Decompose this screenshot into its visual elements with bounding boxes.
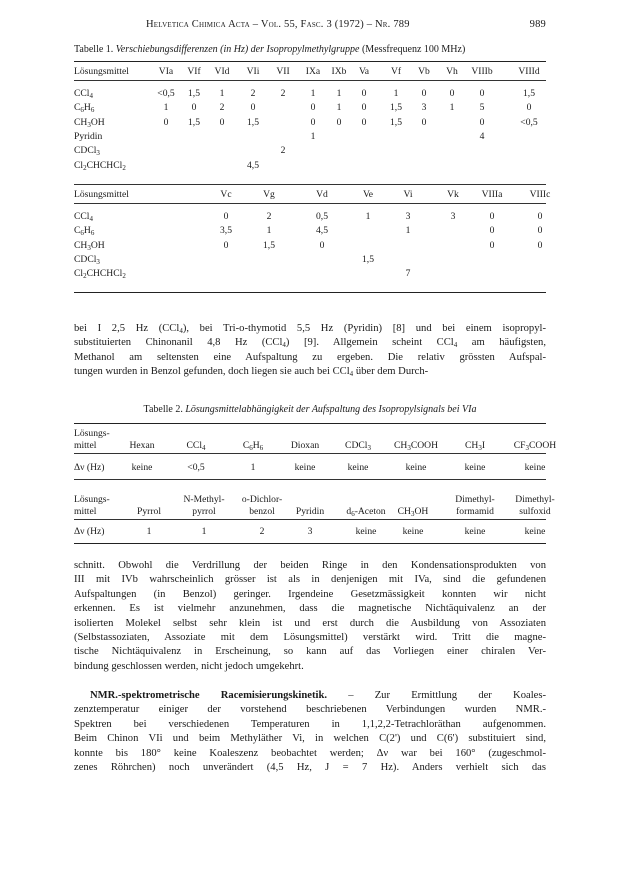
table1-cell: 2 [280, 88, 286, 99]
table1-col-header: Lösungsmittel [74, 66, 129, 77]
table1-col-header: Vf [390, 66, 402, 77]
table1-cell: 0 [310, 102, 316, 114]
table1-row-solvent: $CH_3OH$ [74, 116, 105, 129]
table2-col-header: $C_6H_6$ [242, 440, 264, 452]
table1-cell: 4 [479, 130, 485, 142]
table1-cell: 1,5 [390, 102, 402, 114]
table1-bottom-rule [74, 292, 546, 293]
table1-cell: 2 [266, 211, 272, 222]
table1-row-solvent: CDCl$_3$ [74, 145, 100, 158]
table1-row-solvent: $C_6H_6$ [74, 225, 95, 238]
table1-cell: 3 [405, 211, 411, 222]
table1-col-header: IXb [331, 66, 347, 77]
table2-col-header: $CH_3OH$ [397, 506, 429, 518]
table1-col-header: Vh [446, 66, 458, 77]
table1-col-header: VIi [246, 66, 260, 77]
table2-header-line1: Lösungs- [74, 494, 110, 505]
paragraph-2-line: bindung geschlossen werden, nicht jedoch umgekehrt. [74, 660, 304, 672]
table2-cell: 1 [201, 526, 207, 537]
table1-cell: 1 [336, 102, 342, 114]
table1-col-header: Vd [316, 189, 328, 200]
paragraph-2-line: schnitt. Obwohl die Verdrillung der beiden Ringe in den Kondensationsprodukten von [74, 560, 546, 571]
table1-col-header: IXa [305, 66, 321, 77]
table2-cell: keine [524, 462, 546, 473]
table2-cell: keine [464, 526, 486, 537]
table1-part2-header-rule [74, 203, 546, 204]
table2-cell: 1 [250, 462, 256, 473]
table1-col-header: VIIIb [471, 66, 493, 77]
table2-col-header: Pyrrol [137, 506, 161, 517]
paragraph-1-line: Methanol am seltensten eine Aufspaltung zu ergeben. Die relativ grössten Aufspal- [74, 351, 546, 363]
table1-col-header: VIIIa [481, 189, 503, 200]
table2-row-label: Δν (Hz) [74, 462, 105, 473]
table2-cell: <0,5 [187, 462, 205, 473]
table1-cell: 0 [223, 211, 229, 222]
table2-cell: 2 [259, 526, 265, 537]
paragraph-3 [74, 689, 546, 775]
table1-cell: 0 [526, 102, 532, 114]
table1-mid-rule [74, 184, 546, 185]
table1-cell: 1 [365, 211, 371, 222]
table2-part1-header-rule [74, 453, 546, 454]
paragraph-1-line: substituierten Chinonanil 4,8 Hz (CCl$_4$) [9]. Allgemein scheint CCl$_4$ am häufigsten, [74, 337, 546, 350]
table2-col-header: mittel [74, 440, 97, 451]
paragraph-2 [74, 559, 546, 674]
table1-col-header: VIIIc [529, 189, 551, 200]
table2-mid-rule [74, 479, 546, 480]
table1-cell: 1 [266, 225, 272, 237]
table1-row-solvent: $CH_3OH$ [74, 239, 105, 252]
table2-col-header: $CH_3I$ [464, 440, 486, 452]
table1-cell: 0 [537, 239, 543, 251]
table2-col-header: mittel [74, 506, 97, 517]
paragraph-3-line: konnte bis 180° keine Koaleszenz beobachtet werden; Δν war bei 160° (zugeschmol- [74, 747, 546, 759]
table2-col-header: Dioxan [290, 440, 320, 451]
table1-cell: 1,5 [390, 116, 402, 128]
table1-cell: 1 [219, 88, 225, 99]
table2-col-header: benzol [249, 506, 275, 517]
table1-cell: <0,5 [157, 88, 175, 99]
table1-cell: 3,5 [220, 225, 232, 237]
table1-row-solvent: CCl$_4$ [74, 88, 93, 100]
table2-col-header: Pyridin [295, 506, 325, 517]
table1-row-solvent: $Cl_2CHCHCl_2$ [74, 159, 126, 172]
table1-cell: 1,5 [362, 253, 374, 265]
page-number: 989 [529, 19, 546, 30]
table2-cell: keine [405, 462, 427, 473]
paragraph-2-line: isolierten Molekel selbst sehr klein ist und erst durch die Ausbildung von Assoziaten [74, 617, 546, 629]
table2-cell: keine [131, 462, 153, 473]
table1-cell: 0 [537, 225, 543, 237]
table1-row-solvent: $C_6H_6$ [74, 102, 95, 115]
table2-header-line1: Dimethyl- [455, 494, 495, 505]
table1-cell: 1,5 [523, 88, 535, 99]
paragraph-1 [74, 322, 546, 380]
paragraph-3-line: zenes Röhrchen) noch unverändert (4,5 Hz, J = 7 Hz). Anders verhielt sich das [74, 761, 546, 773]
table2-cell: keine [355, 526, 377, 537]
table1-row-solvent: $Cl_2CHCHCl_2$ [74, 268, 126, 281]
table2-header-line1: N-Methyl- [183, 494, 225, 505]
table2-top-rule [74, 423, 546, 424]
table1-cell: 3 [450, 211, 456, 222]
table1-label: Tabelle 1. [74, 44, 114, 55]
table1-col-header: Vk [447, 189, 459, 200]
paragraph-3-line: zenztemperatur einiger der vorstehend beschriebenen Verbindungen wurden NMR.- [74, 704, 546, 716]
table1-cell: 0 [361, 116, 367, 128]
paragraph-2-line: (Selbstassoziaten, Assoziate mit dem Lösungsmittel) verstärkt wird. Tritt die magne- [74, 631, 546, 643]
table1-cell: 0 [361, 88, 367, 99]
table1-cell: 0 [489, 225, 495, 237]
paragraph-3-line [74, 689, 546, 703]
table1-cell: 7 [405, 268, 411, 280]
table2-col-header: Hexan [129, 440, 155, 451]
table1-cell: 0 [489, 211, 495, 222]
table1-cell: 0 [421, 116, 427, 128]
table1-row-solvent: CDCl$_3$ [74, 253, 100, 266]
table1-top-rule [74, 61, 546, 62]
table2-col-header: pyrrol [192, 506, 216, 517]
journal-citation: Helvetica Chimica Acta – Vol. 55, Fasc. 3 (1972) – Nr. 789 [146, 19, 410, 30]
table1-cell: 1 [405, 225, 411, 237]
table2-cell: keine [347, 462, 369, 473]
table2-row-label: Δν (Hz) [74, 526, 105, 537]
table1-row-solvent: Pyridin [74, 130, 103, 142]
table1-cell: 4,5 [316, 225, 328, 237]
table1-cell: 0 [479, 116, 485, 128]
table2-header-line1: o-Dichlor- [241, 494, 283, 505]
table1-col-header: VIa [158, 66, 174, 77]
table1-cell: 0,5 [316, 211, 328, 222]
paragraph-1-line: tungen wurden in Benzol gefunden, doch liegen sie auch bei CCl$_4$ über dem Durch- [74, 366, 429, 379]
table1-cell: 0 [219, 116, 225, 128]
table2-col-header: CCl$_4$ [186, 440, 206, 452]
paragraph-3-line: Spektren bei verschiedenen Temperaturen in 1,1,2,2-Tetrachloräthan aufgenommen. [74, 718, 546, 730]
table1-cell: 0 [537, 211, 543, 222]
table2-col-header: $CF_3COOH$ [513, 440, 557, 452]
table2-caption [74, 404, 546, 416]
table1-col-header: VII [276, 66, 290, 77]
table2-col-header: $d_6$-Aceton [346, 506, 386, 518]
table2-col-header: CDCl$_3$ [345, 440, 371, 452]
table1-cell: 0 [310, 116, 316, 128]
table1-cell: 0 [319, 239, 325, 251]
table2-header-line1: Dimethyl- [515, 494, 555, 505]
table1-col-header: Va [358, 66, 370, 77]
table2-cell: 1 [146, 526, 152, 537]
table1-cell: 1 [310, 130, 316, 142]
table1-cell: 1 [393, 88, 399, 99]
table2-col-header: sulfoxid [519, 506, 551, 517]
table1-col-header: VIIId [518, 66, 540, 77]
table1-cell: 2 [219, 102, 225, 114]
table1-cell: 1 [163, 102, 169, 114]
table2-cell: 3 [307, 526, 313, 537]
table1-cell: 1,5 [188, 116, 200, 128]
table2-cell: keine [464, 462, 486, 473]
table2-title: Lösungsmittelabhängigkeit der Aufspaltung des Isopropylsignals bei VIa [185, 404, 477, 415]
table1-col-header: Vc [220, 189, 232, 200]
paragraph-3-line: Beim Chinon VIi und beim Methyläther Vi, in welchen C(2') und C(6') substituiert sind, [74, 733, 546, 745]
table1-title: Verschiebungsdifferenzen (in Hz) der Isopropylmethylgruppe [115, 44, 360, 55]
table2-bottom-rule [74, 543, 546, 544]
table1-col-header: Ve [362, 189, 374, 200]
paragraph-2-line: tische Nichtäquivalenz in Erscheinung, so kann auf das Vorliegen einer chiralen Ver- [74, 646, 546, 658]
table2-col-header: $CH_3COOH$ [393, 440, 438, 452]
paragraph-2-line: III mit IVb wahrscheinlich grösser ist als in denjenigen mit IVa, sind die gefundenen [74, 574, 546, 586]
table1-cell: 1,5 [188, 88, 200, 99]
table1-cell: 0 [421, 88, 427, 99]
table2-col-header: formamid [456, 506, 494, 517]
table1-cell: 0 [361, 102, 367, 114]
table1-cell: 1 [336, 88, 342, 99]
table1-cell: 0 [223, 239, 229, 251]
table2-cell: keine [402, 526, 424, 537]
table1-cell: 1 [449, 102, 455, 114]
table1-note: (Messfrequenz 100 MHz) [361, 44, 466, 55]
table1-cell: 2 [280, 145, 286, 157]
table1-cell: 2 [250, 88, 256, 99]
table1-col-header: Lösungsmittel [74, 189, 129, 200]
table2-label: Tabelle 2. [143, 404, 183, 415]
table2-header-line1: Lösungs- [74, 428, 110, 439]
table1-caption [74, 44, 546, 56]
table1-header-rule [74, 80, 546, 81]
table1-cell: 3 [421, 102, 427, 114]
paragraph-2-line: Aufspaltungen (in Benzol) geringer. Irgendeine Gesetzmässigkeit konnten wir nicht [74, 588, 546, 600]
paragraph-2-line: erkennen. Es ist vielmehr anzunehmen, dass die magnetische Nichtäquivalenz an der [74, 603, 546, 615]
table1-cell: 0 [336, 116, 342, 128]
table1-row-solvent: CCl$_4$ [74, 211, 93, 223]
table1-col-header: Vg [263, 189, 275, 200]
table2-cell: keine [294, 462, 316, 473]
table2-cell: keine [524, 526, 546, 537]
section-heading-rest: – Zur Ermittlung der Koales- [326, 690, 546, 701]
table1-col-header: VIf [187, 66, 201, 77]
table1-cell: 4,5 [247, 159, 259, 171]
table1-cell: 1 [310, 88, 316, 99]
section-heading: NMR.-spektrometrische Racemisierungskinetik. [90, 690, 327, 701]
table1-cell: 5 [479, 102, 485, 114]
table1-col-header: VId [214, 66, 230, 77]
table1-cell: 0 [489, 239, 495, 251]
paragraph-1-line: bei I 2,5 Hz (CCl$_4$), bei Tri-o-thymotid 5,5 Hz (Pyridin) [8] und bei einem isopropyl- [74, 323, 546, 335]
table1-cell: 1,5 [263, 239, 275, 251]
table1-cell: 0 [449, 88, 455, 99]
table1-cell: 0 [479, 88, 485, 99]
table1-col-header: Vb [418, 66, 430, 77]
table1-col-header: Vi [403, 189, 413, 200]
table1-cell: 0 [191, 102, 197, 114]
table2-part2-header-rule [74, 519, 546, 520]
table1-cell: 1,5 [247, 116, 259, 128]
table1-cell: 0 [250, 102, 256, 114]
table1-cell: 0 [163, 116, 169, 128]
table1-cell: <0,5 [520, 116, 538, 128]
